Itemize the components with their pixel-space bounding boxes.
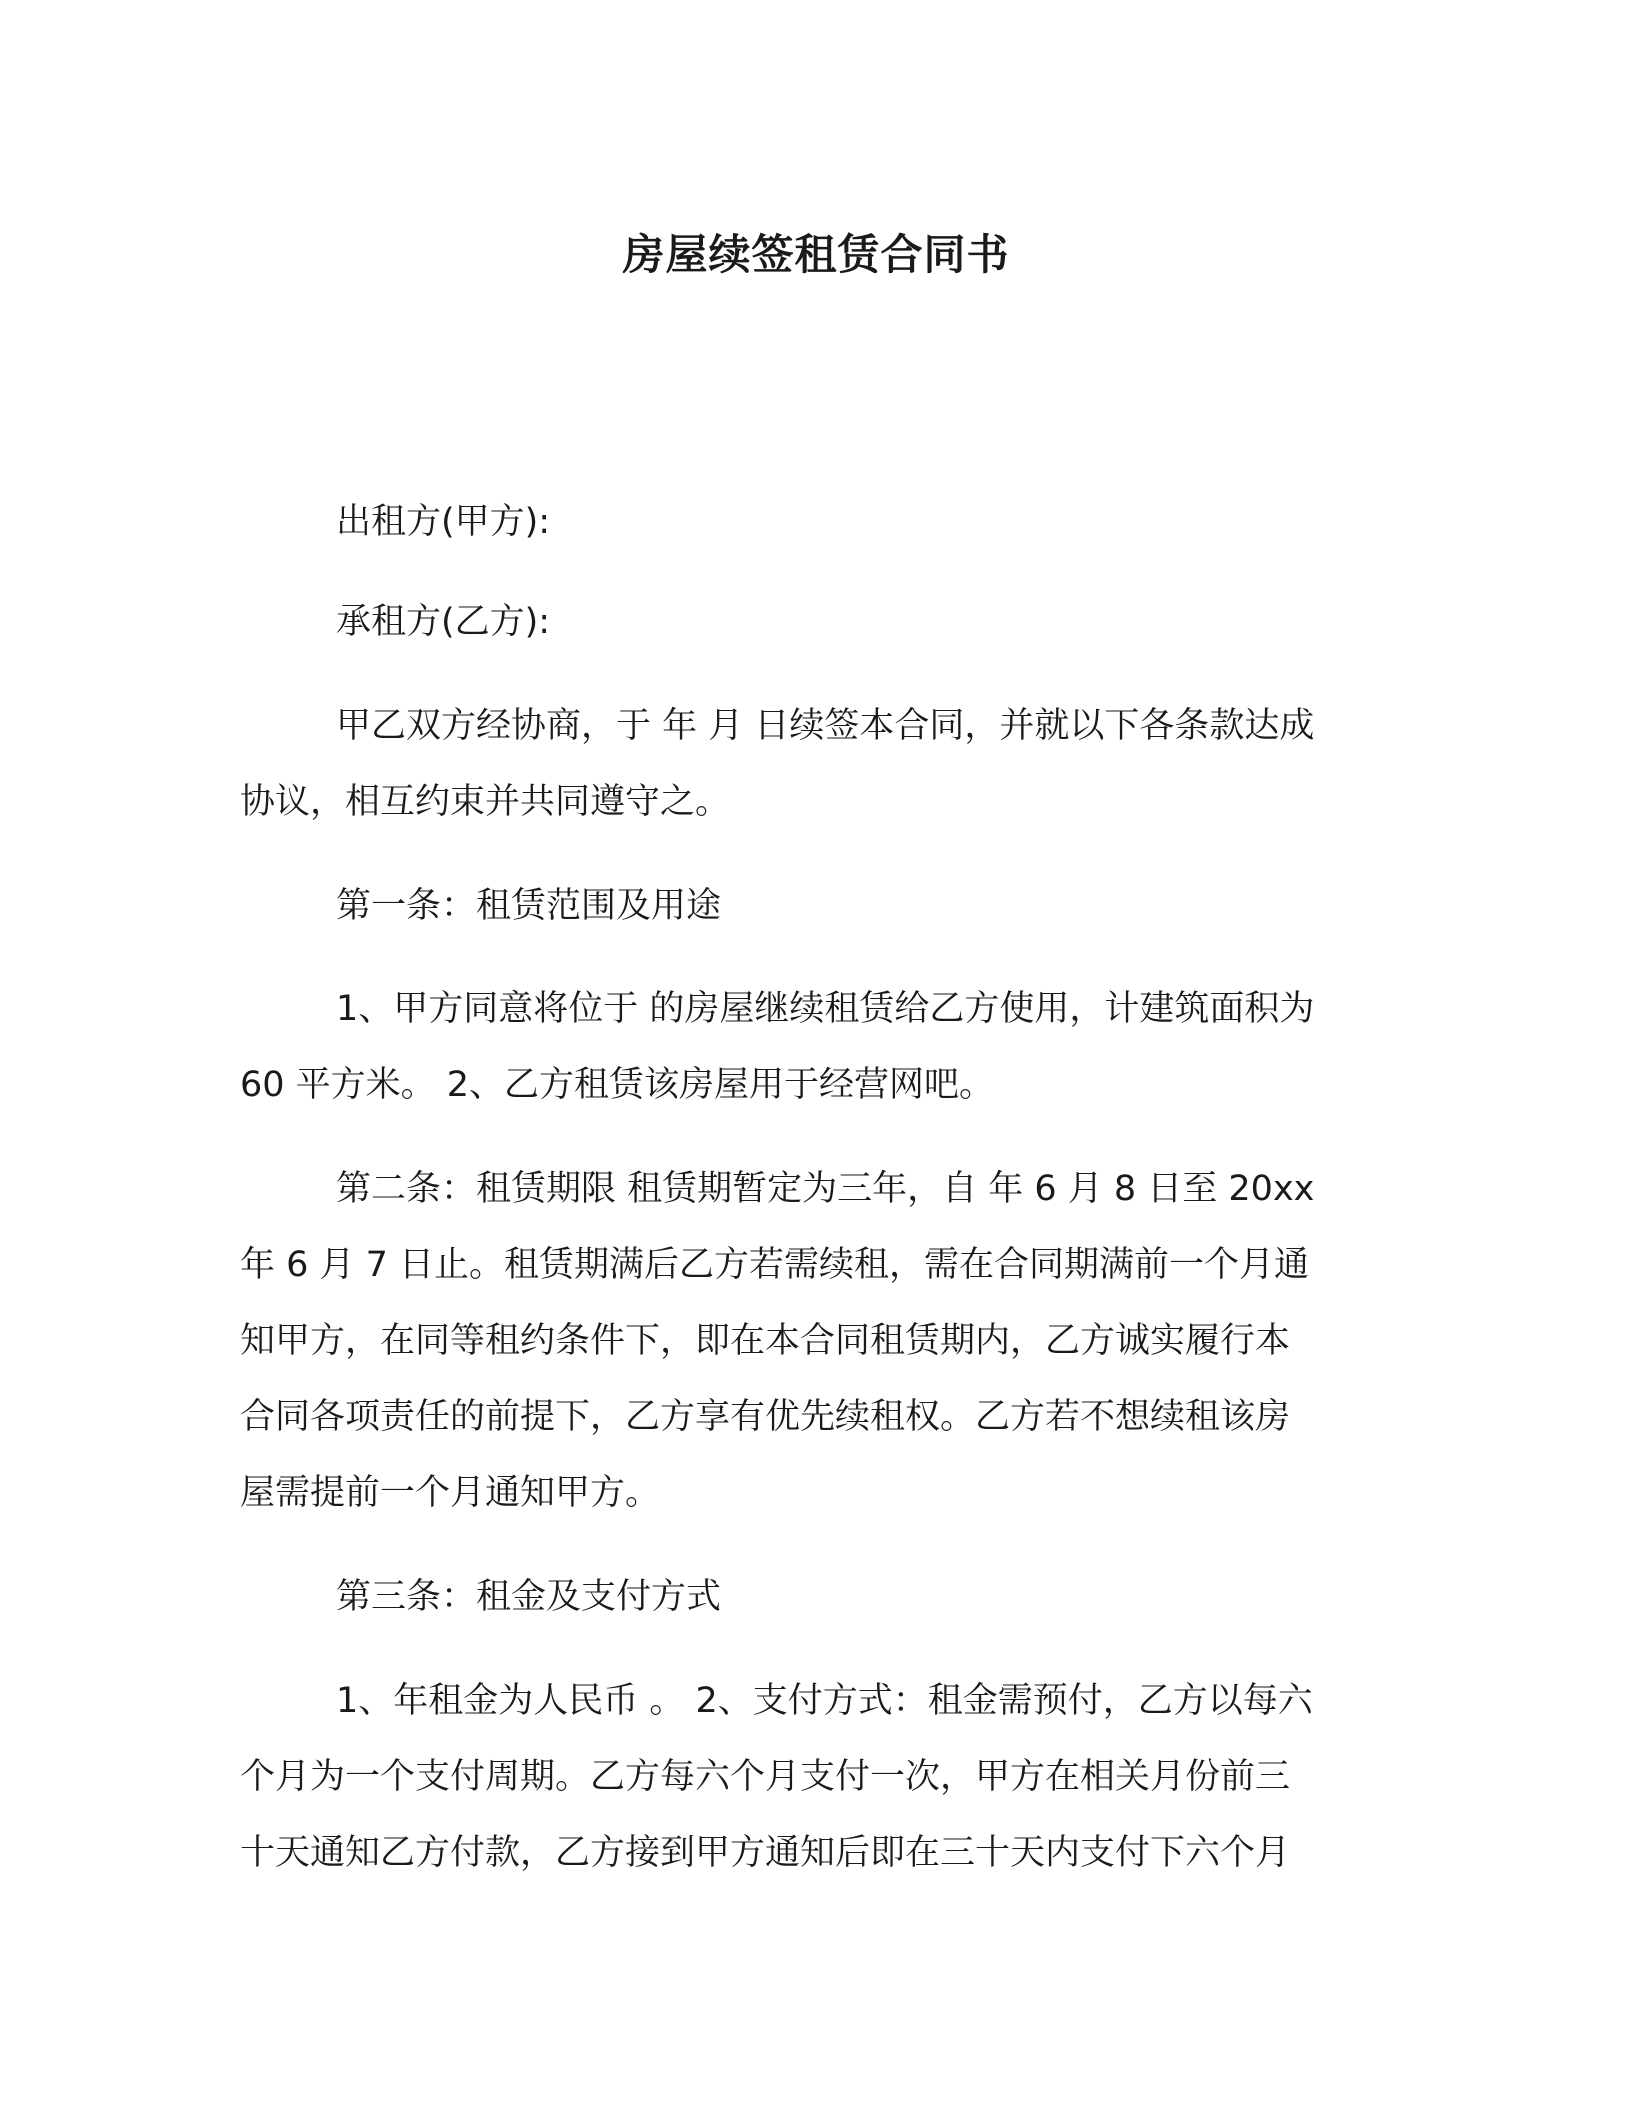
preamble-line-2: 协议，相互约束并共同遵守之。 — [240, 782, 731, 822]
lessor-line: 出租方(甲方): — [336, 502, 551, 542]
article-3-line-3: 十天通知乙方付款，乙方接到甲方通知后即在三十天内支付下六个月 — [240, 1833, 1291, 1873]
article-2-line-1: 第二条：租赁期限 租赁期暂定为三年，自 年 6 月 8 日至 20xx — [336, 1169, 1315, 1209]
preamble-line-1: 甲乙双方经协商，于 年 月 日续签本合同，并就以下各条款达成 — [336, 706, 1315, 746]
article-3-heading: 第三条：租金及支付方式 — [336, 1577, 722, 1617]
article-2-line-2: 年 6 月 7 日止。租赁期满后乙方若需续租，需在合同期满前一个月通 — [240, 1245, 1310, 1285]
lessee-line: 承租方(乙方): — [336, 602, 551, 642]
article-3-line-1: 1、年租金为人民币 。 2、支付方式：租金需预付，乙方以每六 — [336, 1681, 1313, 1721]
article-3-line-2: 个月为一个支付周期。乙方每六个月支付一次，甲方在相关月份前三 — [240, 1757, 1291, 1797]
article-2-line-3: 知甲方，在同等租约条件下，即在本合同租赁期内，乙方诚实履行本 — [240, 1321, 1291, 1361]
article-1-line-2: 60 平方米。 2、乙方租赁该房屋用于经营网吧。 — [240, 1065, 995, 1105]
article-2-line-4: 合同各项责任的前提下，乙方享有优先续租权。乙方若不想续租该房 — [240, 1397, 1291, 1437]
article-1-heading: 第一条：租赁范围及用途 — [336, 886, 722, 926]
document-title: 房屋续签租赁合同书 — [622, 230, 1010, 279]
article-2-line-5: 屋需提前一个月通知甲方。 — [240, 1473, 661, 1513]
article-1-line-1: 1、甲方同意将位于 的房屋继续租赁给乙方使用，计建筑面积为 — [336, 989, 1315, 1029]
